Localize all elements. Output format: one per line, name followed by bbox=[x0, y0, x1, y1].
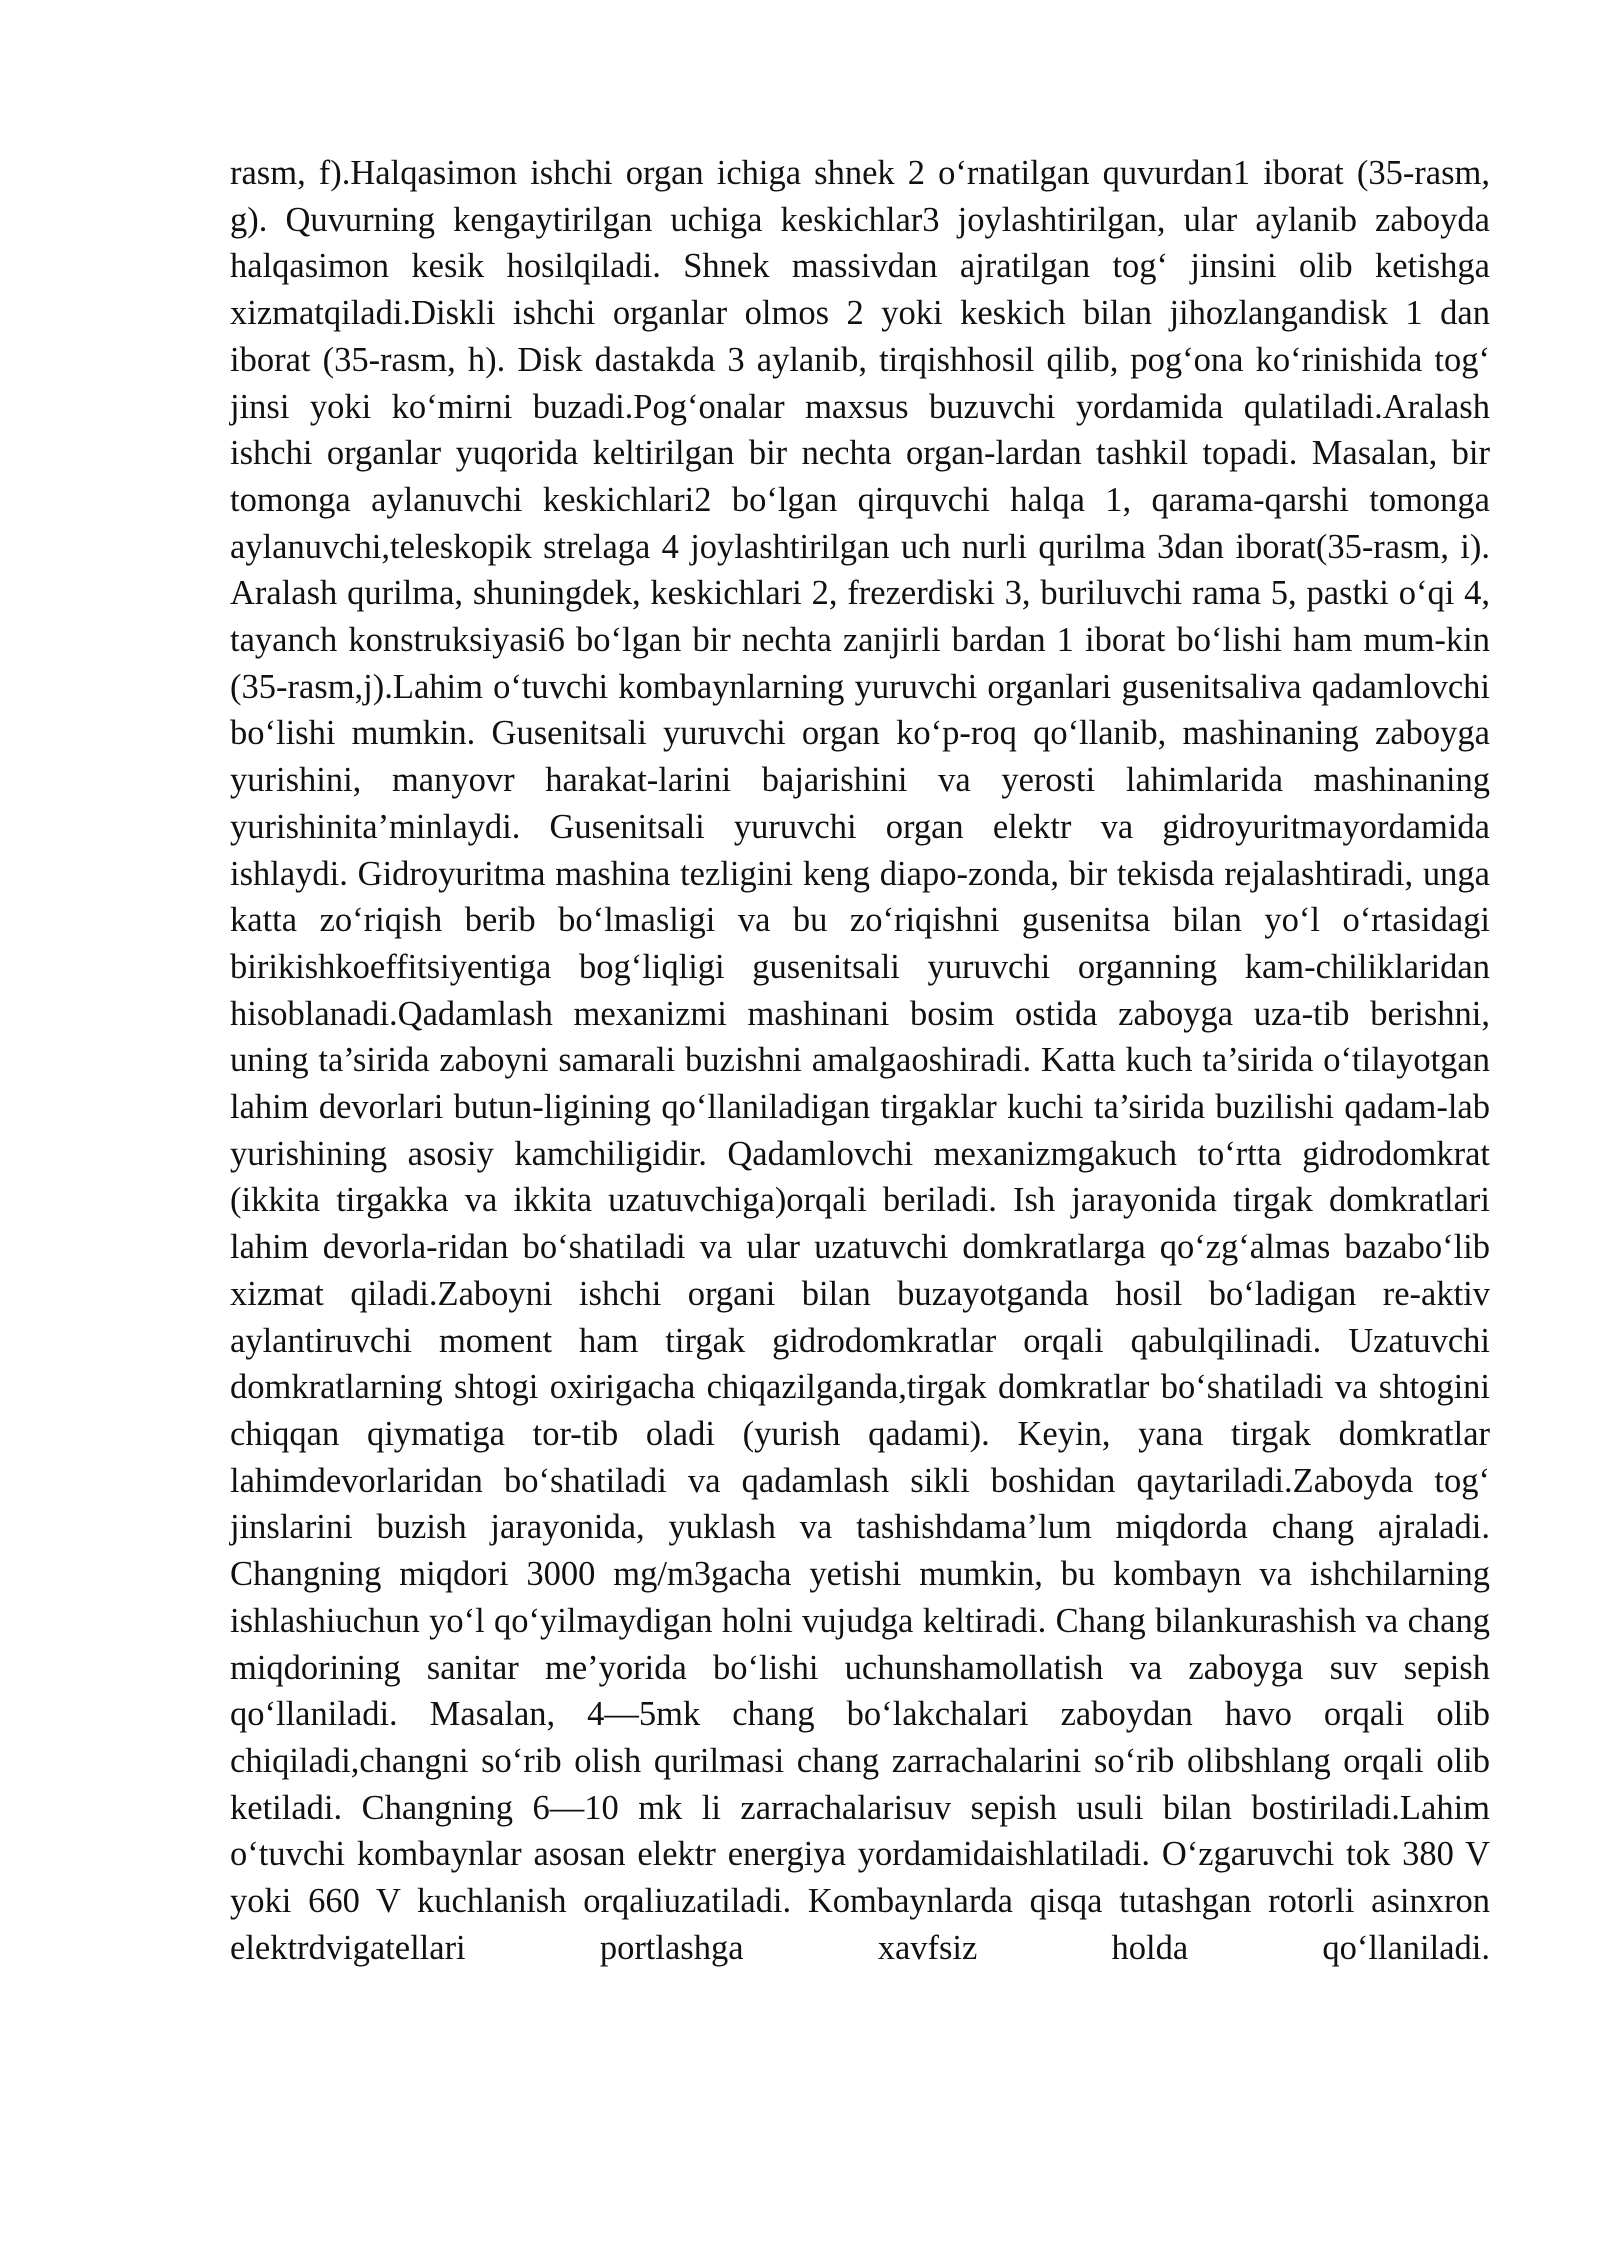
body-paragraph: rasm, f).Halqasimon ishchi organ ichiga shnek 2 o‘rnatilgan quvurdan1 iborat (35-rasm, g). Quvurning kengaytirilgan uchiga keskichlar3 joylashtirilgan, ular aylanib zaboyda halqasimon kesik hosilqiladi. Shnek massivdan ajratilgan tog‘ jinsini olib ketishga xizmatqiladi.Diskli ishchi organlar olmos 2 yoki keskich bilan jihozlangandisk 1 dan iborat (35-rasm, h). Disk dastakda 3 aylanib, tirqishhosil qilib, pog‘ona ko‘rinishida tog‘ jinsi yoki ko‘mirni buzadi.Pog‘onalar maxsus buzuvchi yordamida qulatiladi.Aralash ishchi organlar yuqorida keltirilgan bir nechta organ-lardan tashkil topadi. Masalan, bir tomonga aylanuvchi keskichlari2 bo‘lgan qirquvchi halqa 1, qarama-qarshi tomonga aylanuvchi,teleskopik strelaga 4 joylashtirilgan uch nurli qurilma 3dan iborat(35-rasm, i). Aralash qurilma, shuningdek, keskichlari 2, frezerdiski 3, buriluvchi rama 5, pastki o‘qi 4, tayanch konstruksiyasi6 bo‘lgan bir nechta zanjirli bardan 1 iborat bo‘lishi ham mum-kin (35-rasm,j).Lahim o‘tuvchi kombaynlarning yuruvchi organlari gusenitsaliva qadamlovchi bo‘lishi mumkin. Gusenitsali yuruvchi organ ko‘p-roq qo‘llanib, mashinaning zaboyga yurishini, manyovr harakat-larini bajarishini va yerosti lahimlarida mashinaning yurishinita’minlaydi. Gusenitsali yuruvchi organ elektr va gidroyuritmayordamida ishlaydi. Gidroyuritma mashina tezligini keng diapo-zonda, bir tekisda rejalashtiradi, unga katta zo‘riqish berib bo‘lmasligi va bu zo‘riqishni gusenitsa bilan yo‘l o‘rtasidagi birikishkoeffitsiyentiga bog‘liqligi gusenitsali yuruvchi organning kam-chiliklaridan hisoblanadi.Qadamlash mexanizmi mashinani bosim ostida zaboyga uza-tib berishni, uning ta’sirida zaboyni samarali buzishni amalgaoshiradi. Katta kuch ta’sirida o‘tilayotgan lahim devorlari butun-ligining qo‘llaniladigan tirgaklar kuchi ta’sirida buzilishi qadam-lab yurishining asosiy kamchiligidir. Qadamlovchi mexanizmgakuch to‘rtta gidrodomkrat (ikkita tirgakka va ikkita uzatuvchiga)orqali beriladi. Ish jarayonida tirgak domkratlari lahim devorla-ridan bo‘shatiladi va ular uzatuvchi domkratlarga qo‘zg‘almas bazabo‘lib xizmat qiladi.Zaboyni ishchi organi bilan buzayotganda hosil bo‘ladigan re-aktiv aylantiruvchi moment ham tirgak gidrodomkratlar orqali qabulqilinadi. Uzatuvchi domkratlarning shtogi oxirigacha chiqazilganda,tirgak domkratlar bo‘shatiladi va shtogini chiqqan qiymatiga tor-tib oladi (yurish qadami). Keyin, yana tirgak domkratlar lahimdevorlaridan bo‘shatiladi va qadamlash sikli boshidan qaytariladi.Zaboyda tog‘ jinslarini buzish jarayonida, yuklash va tashishdama’lum miqdorda chang ajraladi. Changning miqdori 3000 mg/m3gacha yetishi mumkin, bu kombayn va ishchilarning ishlashiuchun yo‘l qo‘yilmaydigan holni vujudga keltiradi. Chang bilankurashish va chang miqdorining sanitar me’yorida bo‘lishi uchunshamollatish va zaboyga suv sepish qo‘llaniladi. Masalan, 4—5mk chang bo‘lakchalari zaboydan havo orqali olib chiqiladi,changni so‘rib olish qurilmasi chang zarrachalarini so‘rib olibshlang orqali olib ketiladi. Changning 6—10 mk li zarrachalarisuv sepish usuli bilan bostiriladi.Lahim o‘tuvchi kombaynlar asosan elektr energiya yordamidaishlatiladi. O‘zgaruvchi tok 380 V yoki 660 V kuchlanish orqaliuzatiladi. Kombaynlarda qisqa tutashgan rotorli asinxron elektrdvigatellari portlashga xavfsiz holda qo‘llaniladi. bbox=[230, 154, 1490, 1967]
